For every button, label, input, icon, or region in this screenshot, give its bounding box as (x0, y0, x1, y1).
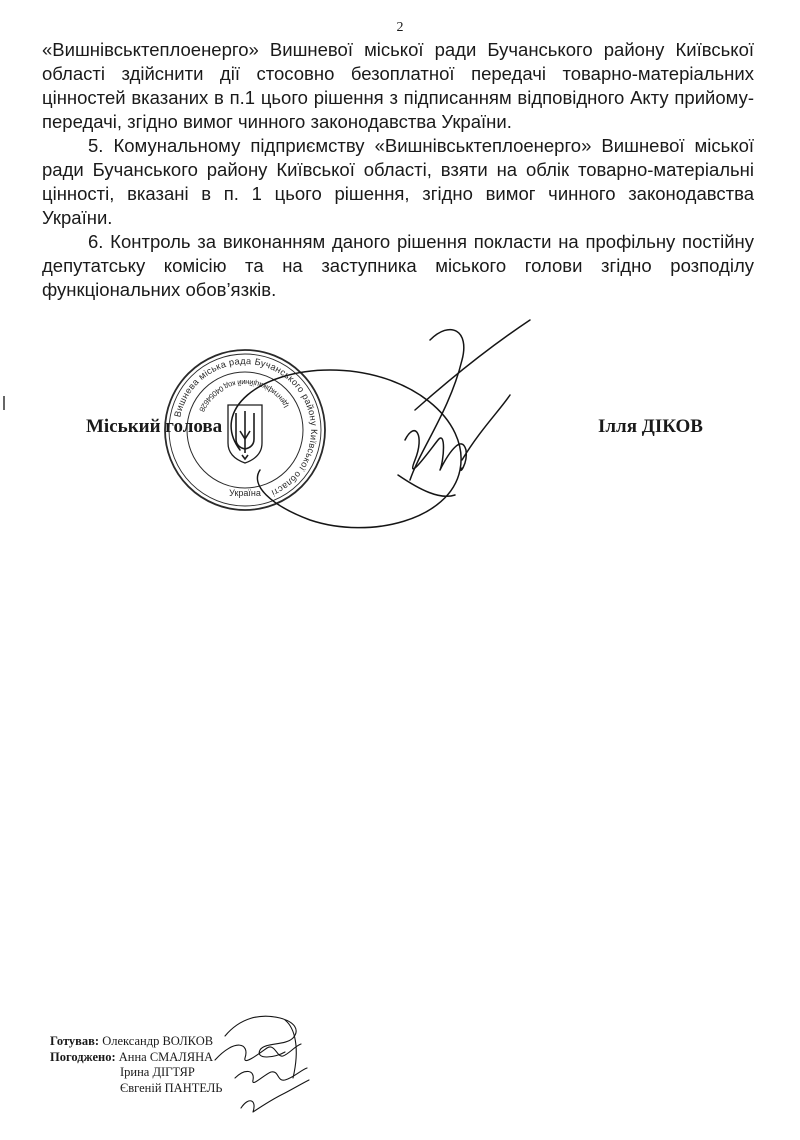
prepared-by-row (50, 1034, 222, 1050)
signatory-position: Міський голова (86, 416, 223, 437)
prepared-by-label: Готував: (50, 1034, 100, 1048)
paragraph-item-6: 6. Контроль за виконанням даного рішення покласти на профільну постійну депутатську комісію та на заступника міського голови згідно розподілу функціональних обов’язків. (42, 231, 754, 300)
seal-inner-text: Ідентифікаційний код 04054628 (197, 377, 291, 414)
agreed-by-name-2: Ірина ДІГТЯР (120, 1065, 195, 1079)
page-number: 2 (396, 20, 404, 35)
paragraph-item-5: 5. Комунальному підприємству «Вишнівськтеплоенерго» Вишневої міської ради Бучанського району Київської області, взяти на облік товарно-матеріальні цінності, вказані в п. 1 цього рішення, згідно вимог чинного законодавства України. (42, 135, 754, 228)
paragraph-continuation: «Вишнівськтеплоенерго» Вишневої міської ради Бучанського району Київської області здійснити дії стосовно безоплатної передачі товарно-матеріальних цінностей вказаних в п.1 цього рішення з підписанням відповідного Акту прийому-передачі, згідно вимог чинного законодавства України. (42, 39, 754, 132)
seal-outer-text: Вишнева міська рада Бучанського району Київської області (172, 355, 320, 499)
mayor-signature-icon (200, 300, 620, 560)
agreed-by-row (50, 1050, 222, 1066)
seal-country-text: Україна (229, 488, 261, 498)
agreed-by-row (50, 1065, 222, 1081)
agreed-by-name-1: Анна СМАЛЯНА (118, 1049, 214, 1064)
agreed-by-name-3: Євгеній ПАНТЕЛЬ (120, 1080, 223, 1095)
agreed-by-label: Погоджено: (50, 1049, 116, 1064)
document-body (42, 38, 754, 302)
agreed-by-row (50, 1081, 222, 1097)
prepared-by-name: Олександр ВОЛКОВ (102, 1034, 214, 1048)
approval-signatures-icon (205, 1008, 335, 1128)
margin-mark (2, 396, 6, 410)
signatory-name: Ілля ДІКОВ (598, 416, 703, 437)
approval-block (50, 1034, 222, 1096)
